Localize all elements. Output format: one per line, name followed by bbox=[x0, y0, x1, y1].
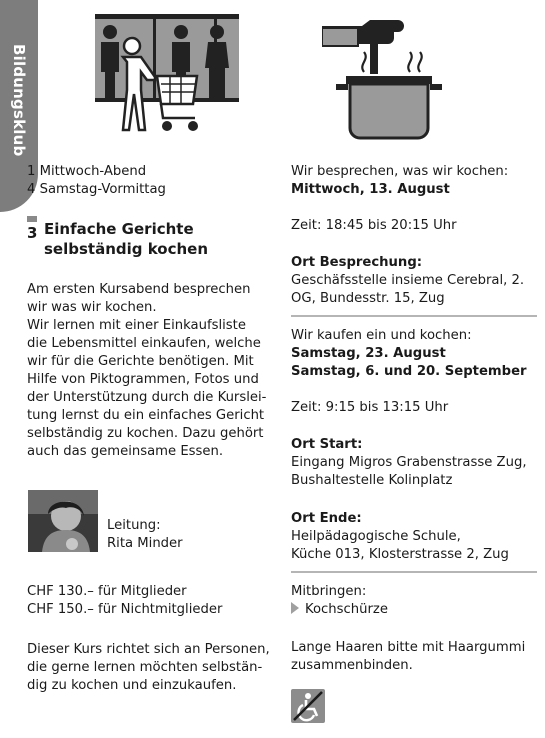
cooking-block bbox=[291, 327, 537, 381]
price-line: CHF 130.– für Mitglieder bbox=[27, 584, 187, 599]
location-line: Heilpädagogische Schule, bbox=[291, 529, 461, 544]
divider bbox=[291, 315, 537, 317]
discussion-location-label: Ort Besprechung: bbox=[291, 255, 423, 270]
bring-item-row bbox=[291, 601, 537, 619]
bring-block bbox=[291, 583, 537, 619]
location-line: Bushaltestelle Kolinplatz bbox=[291, 473, 453, 488]
description-line: Wir lernen mit einer Einkaufsliste bbox=[27, 318, 246, 333]
audience-line: die gerne lernen möchten selbstän- bbox=[27, 660, 263, 675]
side-tab-label: Bildungsklub bbox=[10, 44, 28, 157]
end-location-label: Ort Ende: bbox=[291, 511, 362, 526]
schedule-line: 1 Mittwoch-Abend bbox=[27, 164, 147, 179]
location-line: Geschäfsstelle insieme Cerebral, 2. bbox=[291, 273, 525, 288]
leader-name: Rita Minder bbox=[107, 536, 183, 551]
note-line: zusammenbinden. bbox=[291, 658, 413, 673]
course-title bbox=[44, 219, 264, 259]
leader-photo bbox=[28, 490, 98, 552]
schedule-line: 4 Samstag-Vormittag bbox=[27, 182, 166, 197]
description-line: die Lebensmittel einkaufen, welche bbox=[27, 336, 261, 351]
description-line: auch das gemeinsame Essen. bbox=[27, 444, 224, 459]
cooking-intro: Wir kaufen ein und kochen: bbox=[291, 328, 472, 343]
prices bbox=[27, 583, 272, 619]
description-line: wir für die Gerichte benötigen. Mit bbox=[27, 354, 254, 369]
audience-line: Dieser Kurs richtet sich an Personen, bbox=[27, 642, 270, 657]
course-title-line: selbständig kochen bbox=[44, 240, 209, 258]
cooking-time: Zeit: 9:15 bis 13:15 Uhr bbox=[291, 400, 449, 415]
discussion-date: Mittwoch, 13. August bbox=[291, 182, 450, 197]
description-line: Am ersten Kursabend besprechen bbox=[27, 282, 251, 297]
schedule bbox=[27, 163, 272, 199]
shopping-pictogram-icon bbox=[95, 14, 239, 138]
cooking-date: Samstag, 6. und 20. September bbox=[291, 364, 527, 379]
discussion-location bbox=[291, 254, 537, 308]
location-line: Eingang Migros Grabenstrasse Zug, bbox=[291, 455, 527, 470]
location-line: Küche 013, Klosterstrasse 2, Zug bbox=[291, 547, 509, 562]
description-line: Hilfe von Piktogrammen, Fotos und bbox=[27, 372, 259, 387]
cooking-pot-pictogram-icon bbox=[322, 12, 448, 140]
cooking-date: Samstag, 23. August bbox=[291, 346, 446, 361]
start-location bbox=[291, 436, 537, 490]
discussion-time: Zeit: 18:45 bis 20:15 Uhr bbox=[291, 218, 457, 233]
bring-item: Kochschürze bbox=[305, 602, 388, 617]
description-line: der Unterstützung durch die Kurslei- bbox=[27, 390, 267, 405]
note bbox=[291, 639, 537, 675]
bring-label: Mitbringen: bbox=[291, 584, 367, 599]
description-line: tung lernst du ein einfaches Gericht bbox=[27, 408, 265, 423]
leader-label: Leitung: bbox=[107, 518, 161, 533]
location-line: OG, Bundesstr. 15, Zug bbox=[291, 291, 445, 306]
audience-line: dig zu kochen und einzukaufen. bbox=[27, 678, 237, 693]
no-wheelchair-access-icon bbox=[291, 689, 325, 723]
heading-bar bbox=[27, 216, 37, 222]
description-line: wir was wir kochen. bbox=[27, 300, 157, 315]
end-location bbox=[291, 510, 537, 564]
course-title-line: Einfache Gerichte bbox=[44, 220, 194, 238]
course-number: 3 bbox=[27, 224, 38, 242]
note-line: Lange Haaren bitte mit Haargummi bbox=[291, 640, 526, 655]
leader bbox=[107, 517, 267, 553]
description-line: selbständig zu kochen. Dazu gehört bbox=[27, 426, 264, 441]
start-location-label: Ort Start: bbox=[291, 437, 363, 452]
discussion-intro: Wir besprechen, was wir kochen: bbox=[291, 164, 509, 179]
triangle-bullet-icon bbox=[291, 602, 299, 614]
price-line: CHF 150.– für Nichtmitglieder bbox=[27, 602, 223, 617]
course-description bbox=[27, 281, 272, 461]
divider bbox=[291, 571, 537, 573]
audience bbox=[27, 641, 272, 695]
discussion-block bbox=[291, 163, 537, 199]
